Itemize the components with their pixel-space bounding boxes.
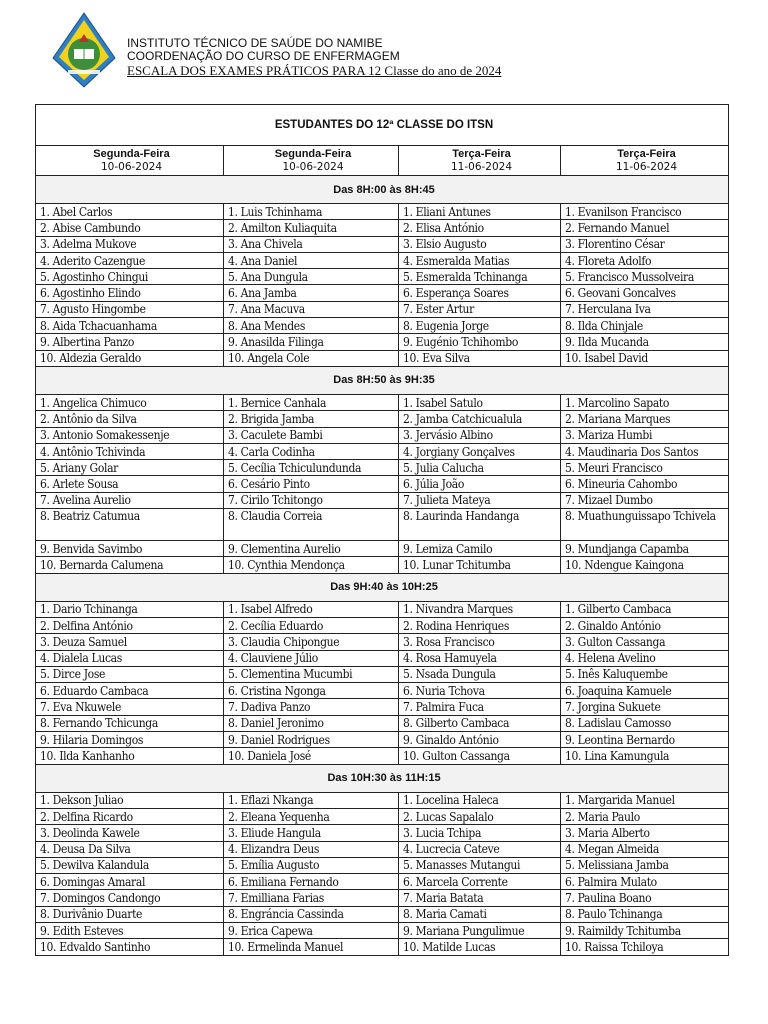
- day-header-row: [36, 146, 729, 176]
- student-cell: 4. Maudinaria Dos Santos: [561, 443, 729, 459]
- student-cell: 3. Adelma Mukove: [36, 236, 224, 252]
- student-cell: 8. Engráncia Cassinda: [224, 906, 399, 922]
- student-cell: 7. Palmira Fuca: [399, 699, 561, 715]
- student-cell: 10. Angela Cole: [224, 350, 399, 366]
- student-cell: 2. Amilton Kuliaquita: [224, 220, 399, 236]
- student-cell: 4. Carla Codinha: [224, 443, 399, 459]
- student-cell: 9. Anasilda Filinga: [224, 334, 399, 350]
- student-cell: 1. Eflazi Nkanga: [224, 792, 399, 808]
- student-cell: 10. Aldezia Geraldo: [36, 350, 224, 366]
- student-cell: 6. Geovani Goncalves: [561, 285, 729, 301]
- student-cell: 8. Durivânio Duarte: [36, 906, 224, 922]
- student-cell: 8. Aida Tchacuanhama: [36, 318, 224, 334]
- student-cell: 2. Mariana Marques: [561, 411, 729, 427]
- student-cell: 8. Fernando Tchicunga: [36, 715, 224, 731]
- student-row: [36, 601, 729, 617]
- day-name: Segunda-Feira: [93, 147, 170, 160]
- student-cell: 3. Caculete Bambi: [224, 427, 399, 443]
- student-row: [36, 476, 729, 492]
- student-cell: 2. Ginaldo António: [561, 617, 729, 633]
- student-cell: 7. Agusto Hingombe: [36, 301, 224, 317]
- student-row: [36, 236, 729, 252]
- student-cell: 9. Erica Capewa: [224, 922, 399, 938]
- student-row: [36, 808, 729, 824]
- student-cell: 4. Dialela Lucas: [36, 650, 224, 666]
- student-row: [36, 857, 729, 873]
- student-cell: 6. Eduardo Cambaca: [36, 683, 224, 699]
- student-cell: 7. Ana Macuva: [224, 301, 399, 317]
- student-cell: 9. Ilda Mucanda: [561, 334, 729, 350]
- student-cell: 1. Margarida Manuel: [561, 792, 729, 808]
- student-cell: 7. Paulina Boano: [561, 890, 729, 906]
- student-row: [36, 557, 729, 573]
- student-row: [36, 939, 729, 955]
- student-cell: 1. Eliani Antunes: [399, 204, 561, 220]
- student-cell: 7. Jorgina Sukuete: [561, 699, 729, 715]
- student-cell: 6. Esperança Soares: [399, 285, 561, 301]
- student-cell: 5. Inês Kaluquembe: [561, 666, 729, 682]
- student-cell: 8. Eugenia Jorge: [399, 318, 561, 334]
- student-cell: 8. Paulo Tchinanga: [561, 906, 729, 922]
- student-cell: 1. Evanilson Francisco: [561, 204, 729, 220]
- student-cell: 3. Elsio Augusto: [399, 236, 561, 252]
- student-cell: 1. Dario Tchinanga: [36, 601, 224, 617]
- student-cell: 5. Ana Dungula: [224, 269, 399, 285]
- student-cell: 9. Ginaldo António: [399, 732, 561, 748]
- student-row: [36, 922, 729, 938]
- student-cell: 4. Rosa Hamuyela: [399, 650, 561, 666]
- student-cell: 10. Lina Kamungula: [561, 748, 729, 764]
- student-row: [36, 334, 729, 350]
- student-cell: 7. Mizael Dumbo: [561, 492, 729, 508]
- student-cell: 9. Benvida Savimbo: [36, 541, 224, 557]
- student-cell: 8. Laurinda Handanga: [399, 509, 561, 541]
- student-cell: 5. Melissiana Jamba: [561, 857, 729, 873]
- student-cell: 6. Nuria Tchova: [399, 683, 561, 699]
- student-row: [36, 252, 729, 268]
- student-cell: 1. Bernice Canhala: [224, 394, 399, 410]
- student-cell: 8. Ladislau Camosso: [561, 715, 729, 731]
- student-cell: 5. Esmeralda Tchinanga: [399, 269, 561, 285]
- time-slot-row: [36, 573, 729, 601]
- student-cell: 3. Antonio Somakessenje: [36, 427, 224, 443]
- student-cell: 3. Claudia Chipongue: [224, 634, 399, 650]
- student-cell: 4. Ana Daniel: [224, 252, 399, 268]
- student-row: [36, 890, 729, 906]
- student-cell: 8. Daniel Jeronimo: [224, 715, 399, 731]
- student-row: [36, 509, 729, 541]
- student-row: [36, 541, 729, 557]
- student-row: [36, 220, 729, 236]
- student-cell: 6. Joaquina Kamuele: [561, 683, 729, 699]
- student-cell: 5. Meuri Francisco: [561, 460, 729, 476]
- time-slot-label: Das 8H:50 às 9H:35: [36, 366, 729, 394]
- day-date: 10-06-2024: [100, 160, 163, 173]
- student-row: [36, 792, 729, 808]
- student-cell: 1. Abel Carlos: [36, 204, 224, 220]
- student-cell: 7. Eva Nkuwele: [36, 699, 224, 715]
- student-cell: 5. Nsada Dungula: [399, 666, 561, 682]
- student-cell: 4. Esmeralda Matias: [399, 252, 561, 268]
- document-header: [52, 12, 732, 92]
- student-cell: 3. Deuza Samuel: [36, 634, 224, 650]
- student-row: [36, 617, 729, 633]
- student-row: [36, 318, 729, 334]
- header-text-block: [127, 37, 501, 78]
- student-cell: 7. Cirilo Tchitongo: [224, 492, 399, 508]
- student-row: [36, 906, 729, 922]
- time-slot-label: Das 10H:30 às 11H:15: [36, 764, 729, 792]
- student-cell: 7. Maria Batata: [399, 890, 561, 906]
- student-cell: 4. Deusa Da Silva: [36, 841, 224, 857]
- student-cell: 3. Maria Alberto: [561, 825, 729, 841]
- student-cell: 2. Jamba Catchicualula: [399, 411, 561, 427]
- student-cell: 9. Daniel Rodrigues: [224, 732, 399, 748]
- student-cell: 6. Palmira Mulato: [561, 874, 729, 890]
- student-cell: 3. Rosa Francisco: [399, 634, 561, 650]
- day-date: 11-06-2024: [450, 160, 513, 173]
- student-cell: 6. Cesário Pinto: [224, 476, 399, 492]
- student-cell: 2. Elisa António: [399, 220, 561, 236]
- student-cell: 9. Clementina Aurelio: [224, 541, 399, 557]
- student-row: [36, 427, 729, 443]
- student-cell: 2. Delfina Ricardo: [36, 808, 224, 824]
- student-cell: 9. Albertina Panzo: [36, 334, 224, 350]
- student-cell: 2. Delfina António: [36, 617, 224, 633]
- student-cell: 6. Marcela Corrente: [399, 874, 561, 890]
- student-row: [36, 666, 729, 682]
- student-cell: 6. Júlia João: [399, 476, 561, 492]
- student-cell: 10. Edvaldo Santinho: [36, 939, 224, 955]
- student-cell: 10. Ilda Kanhanho: [36, 748, 224, 764]
- student-cell: 3. Mariza Humbi: [561, 427, 729, 443]
- student-cell: 2. Antônio da Silva: [36, 411, 224, 427]
- student-cell: 7. Dadiva Panzo: [224, 699, 399, 715]
- student-cell: 10. Lunar Tchitumba: [399, 557, 561, 573]
- student-cell: 3. Florentino César: [561, 236, 729, 252]
- student-cell: 3. Ana Chivela: [224, 236, 399, 252]
- student-cell: 4. Clauviene Júlio: [224, 650, 399, 666]
- student-row: [36, 443, 729, 459]
- student-cell: 3. Deolinda Kawele: [36, 825, 224, 841]
- student-cell: 1. Isabel Satulo: [399, 394, 561, 410]
- student-row: [36, 825, 729, 841]
- institution-name: INSTITUTO TÉCNICO DE SAÚDE DO NAMIBE: [127, 36, 383, 50]
- student-cell: 7. Julieta Mateya: [399, 492, 561, 508]
- day-name: Terça-Feira: [617, 147, 676, 160]
- student-cell: 7. Ester Artur: [399, 301, 561, 317]
- student-cell: 10. Daniela José: [224, 748, 399, 764]
- student-cell: 2. Abise Cambundo: [36, 220, 224, 236]
- student-cell: 10. Ndengue Kaingona: [561, 557, 729, 573]
- student-cell: 3. Lucia Tchipa: [399, 825, 561, 841]
- coordination-name: COORDENAÇÃO DO CURSO DE ENFERMAGEM: [127, 48, 400, 63]
- student-cell: 9. Mariana Pungulimue: [399, 922, 561, 938]
- student-cell: 5. Dirce Jose: [36, 666, 224, 682]
- student-cell: 4. Jorgiany Gonçalves: [399, 443, 561, 459]
- student-cell: 10. Eva Silva: [399, 350, 561, 366]
- school-logo-icon: [52, 12, 116, 88]
- student-cell: 4. Floreta Adolfo: [561, 252, 729, 268]
- student-row: [36, 683, 729, 699]
- student-cell: 9. Eugénio Tchihombo: [399, 334, 561, 350]
- student-cell: 1. Locelina Haleca: [399, 792, 561, 808]
- time-slot-row: [36, 366, 729, 394]
- student-cell: 4. Antônio Tchivinda: [36, 443, 224, 459]
- student-cell: 6. Ana Jamba: [224, 285, 399, 301]
- student-cell: 1. Nivandra Marques: [399, 601, 561, 617]
- student-cell: 1. Gilberto Cambaca: [561, 601, 729, 617]
- time-slot-row: [36, 764, 729, 792]
- day-header: [36, 146, 224, 176]
- student-cell: 2. Cecília Eduardo: [224, 617, 399, 633]
- student-cell: 5. Agostinho Chingui: [36, 269, 224, 285]
- student-cell: 7. Avelina Aurelio: [36, 492, 224, 508]
- student-cell: 10. Ermelinda Manuel: [224, 939, 399, 955]
- student-row: [36, 874, 729, 890]
- student-cell: 1. Luis Tchinhama: [224, 204, 399, 220]
- student-row: [36, 204, 729, 220]
- student-row: [36, 699, 729, 715]
- student-row: [36, 460, 729, 476]
- student-row: [36, 492, 729, 508]
- day-name: Segunda-Feira: [274, 147, 352, 160]
- table-title: ESTUDANTES DO 12ª CLASSE DO ITSN: [36, 105, 729, 146]
- time-slot-row: [36, 176, 729, 204]
- student-cell: 6. Mineuria Cahombo: [561, 476, 729, 492]
- student-cell: 2. Maria Paulo: [561, 808, 729, 824]
- student-row: [36, 732, 729, 748]
- day-header: [224, 146, 399, 176]
- student-cell: 7. Emilliana Farias: [224, 890, 399, 906]
- student-cell: 8. Ilda Chinjale: [561, 318, 729, 334]
- student-cell: 9. Leontina Bernardo: [561, 732, 729, 748]
- student-cell: 2. Eleana Yequenha: [224, 808, 399, 824]
- student-cell: 8. Beatriz Catumua: [36, 509, 224, 541]
- day-name: Terça-Feira: [452, 147, 511, 160]
- table-title-row: [36, 105, 729, 146]
- student-cell: 8. Muathunguissapo Tchivela: [561, 509, 729, 541]
- student-row: [36, 350, 729, 366]
- student-row: [36, 634, 729, 650]
- student-cell: 9. Lemiza Camilo: [399, 541, 561, 557]
- student-cell: 3. Gulton Cassanga: [561, 634, 729, 650]
- day-date: 11-06-2024: [615, 160, 678, 173]
- student-cell: 8. Maria Camati: [399, 906, 561, 922]
- day-header: [399, 146, 561, 176]
- student-cell: 2. Brigida Jamba: [224, 411, 399, 427]
- student-cell: 6. Agostinho Elindo: [36, 285, 224, 301]
- student-cell: 6. Domingas Amaral: [36, 874, 224, 890]
- student-cell: 10. Gulton Cassanga: [399, 748, 561, 764]
- student-cell: 1. Dekson Juliao: [36, 792, 224, 808]
- student-cell: 1. Angelica Chimuco: [36, 394, 224, 410]
- schedule-title: ESCALA DOS EXAMES PRÁTICOS PARA 12 Classe do ano de 2024: [127, 63, 502, 78]
- student-cell: 5. Clementina Mucumbi: [224, 666, 399, 682]
- student-cell: 10. Matilde Lucas: [399, 939, 561, 955]
- student-cell: 1. Isabel Alfredo: [224, 601, 399, 617]
- student-cell: 9. Raimildy Tchitumba: [561, 922, 729, 938]
- student-cell: 1. Marcolino Sapato: [561, 394, 729, 410]
- student-cell: 8. Claudia Correia: [224, 509, 399, 541]
- student-cell: 10. Bernarda Calumena: [36, 557, 224, 573]
- day-header: [561, 146, 729, 176]
- student-cell: 4. Helena Avelino: [561, 650, 729, 666]
- time-slot-label: Das 8H:00 às 8H:45: [36, 176, 729, 204]
- student-cell: 9. Hilaria Domingos: [36, 732, 224, 748]
- student-cell: 5. Francisco Mussolveira: [561, 269, 729, 285]
- student-cell: 3. Eliude Hangula: [224, 825, 399, 841]
- student-cell: 4. Megan Almeida: [561, 841, 729, 857]
- student-cell: 5. Ariany Golar: [36, 460, 224, 476]
- student-cell: 6. Arlete Sousa: [36, 476, 224, 492]
- student-row: [36, 394, 729, 410]
- student-row: [36, 650, 729, 666]
- student-cell: 9. Mundjanga Capamba: [561, 541, 729, 557]
- student-cell: 7. Domingos Candongo: [36, 890, 224, 906]
- student-cell: 2. Fernando Manuel: [561, 220, 729, 236]
- student-cell: 5. Emília Augusto: [224, 857, 399, 873]
- student-cell: 5. Manasses Mutangui: [399, 857, 561, 873]
- student-cell: 6. Cristina Ngonga: [224, 683, 399, 699]
- student-cell: 7. Herculana Iva: [561, 301, 729, 317]
- student-cell: 9. Edith Esteves: [36, 922, 224, 938]
- student-cell: 8. Gilberto Cambaca: [399, 715, 561, 731]
- student-cell: 3. Jervásio Albino: [399, 427, 561, 443]
- student-cell: 6. Emiliana Fernando: [224, 874, 399, 890]
- student-row: [36, 715, 729, 731]
- student-row: [36, 411, 729, 427]
- student-cell: 4. Aderito Cazengue: [36, 252, 224, 268]
- day-date: 10-06-2024: [282, 160, 344, 173]
- student-row: [36, 301, 729, 317]
- student-row: [36, 269, 729, 285]
- student-cell: 8. Ana Mendes: [224, 318, 399, 334]
- student-cell: 10. Cynthia Mendonça: [224, 557, 399, 573]
- student-row: [36, 285, 729, 301]
- student-row: [36, 748, 729, 764]
- student-cell: 5. Cecília Tchiculundunda: [224, 460, 399, 476]
- student-cell: 5. Dewilva Kalandula: [36, 857, 224, 873]
- student-cell: 10. Isabel David: [561, 350, 729, 366]
- student-cell: 5. Julia Calucha: [399, 460, 561, 476]
- student-cell: 4. Elizandra Deus: [224, 841, 399, 857]
- student-cell: 2. Rodina Henriques: [399, 617, 561, 633]
- exam-schedule-table: [35, 104, 729, 956]
- student-cell: 2. Lucas Sapalalo: [399, 808, 561, 824]
- student-row: [36, 841, 729, 857]
- student-cell: 10. Raissa Tchiloya: [561, 939, 729, 955]
- student-cell: 4. Lucrecia Cateve: [399, 841, 561, 857]
- time-slot-label: Das 9H:40 às 10H:25: [36, 573, 729, 601]
